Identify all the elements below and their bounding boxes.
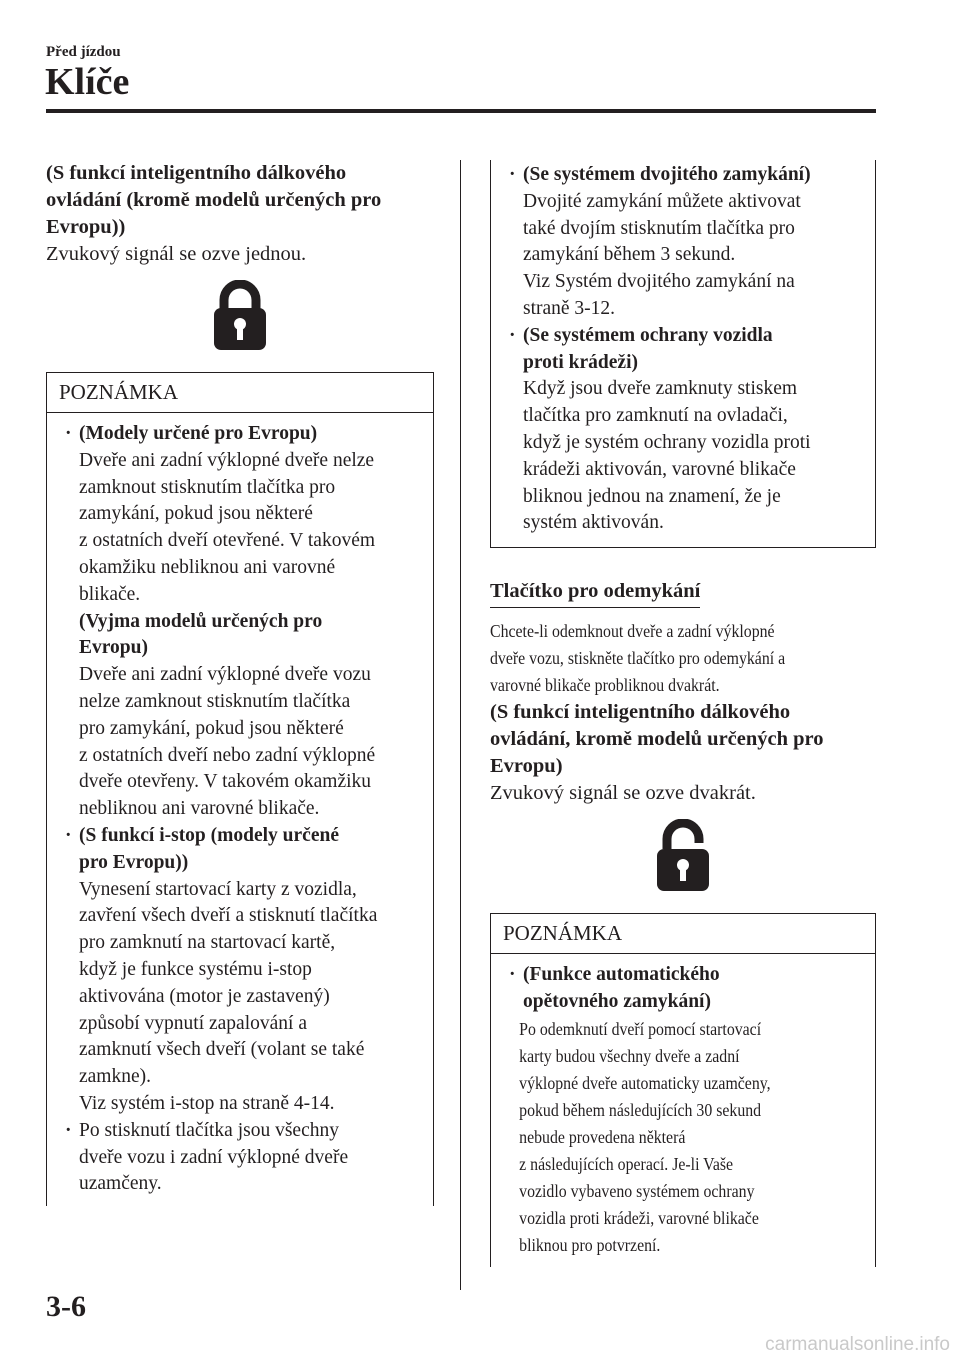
header-rule (46, 109, 876, 113)
note-line: Vynesení startovací karty z vozidla, (79, 878, 357, 900)
note-line: z ostatních dveří otevřené. V takovém (79, 530, 376, 552)
note-line: způsobí vypnutí zapalování a (79, 1012, 307, 1034)
note-line: aktivována (motor je zastavený) (79, 985, 330, 1007)
body-line: dveře vozu, stiskněte tlačítko pro odemykání a (490, 648, 786, 669)
note-line: zamknout stisknutím tlačítka pro (79, 476, 336, 498)
heading-line: Evropu)) (46, 216, 126, 238)
bullet-heading: proti krádeži) (523, 351, 639, 373)
note-line: bliknou pro potvrzení. (519, 1234, 661, 1255)
note-line: vozidla proti krádeži, varovné blikače (519, 1207, 759, 1228)
note-line: Viz systém i-stop na straně 4-14. (79, 1092, 335, 1114)
note-line: Když jsou dveře zamknuty stiskem (523, 378, 798, 400)
note-line: nebude provedena některá (519, 1126, 686, 1147)
bullet-heading: · (Se systémem ochrany vozidla (491, 323, 867, 350)
note-line: pokud během následujících 30 sekund (519, 1099, 762, 1120)
bullet-heading: · (Modely určené pro Evropu) (47, 421, 425, 448)
sub-heading: Evropu) (79, 637, 148, 659)
heading-line: Evropu) (490, 755, 563, 778)
lock-closed-icon (46, 280, 434, 350)
note-box (46, 372, 434, 1206)
bullet-heading: · (S funkcí i-stop (modely určené (47, 823, 425, 850)
note-line: vozidlo vybaveno systémem ochrany (519, 1180, 755, 1201)
note-line: z následujících operací. Je-li Vaše (519, 1153, 734, 1174)
bullet-text: · Po stisknutí tlačítka jsou všechny (47, 1118, 425, 1145)
note-line: Po odemknutí dveří pomocí startovací (519, 1018, 762, 1039)
note-line: Dveře ani zadní výklopné dveře vozu (79, 664, 371, 686)
note-line: dveře otevřeny. V takovém okamžiku (79, 771, 372, 793)
note-line: karty budou všechny dveře a zadní (519, 1045, 740, 1066)
body-line: varovné blikače probliknou dvakrát. (490, 675, 720, 696)
note-line: zamkne). (79, 1066, 152, 1088)
note-line: bliknou jednou na znamení, že je (523, 485, 781, 507)
page-title: Klíče (45, 61, 130, 103)
lock-open-icon (490, 819, 876, 891)
note-line: výklopné dveře automaticky uzamčeny, (519, 1072, 771, 1093)
note-continuation (490, 160, 876, 548)
note-line: nebliknou ani varovné blikače. (79, 798, 320, 820)
heading-line: (S funkcí inteligentního dálkového (46, 162, 347, 184)
note-line: tlačítka pro zamknutí na ovladači, (523, 405, 788, 427)
page-number: 3-6 (46, 1290, 86, 1323)
note-line: okamžiku nebliknou ani varovné (79, 556, 336, 578)
column-divider (460, 160, 461, 1290)
right-column (490, 160, 876, 1267)
sub-heading: (Vyjma modelů určených pro (79, 610, 323, 632)
note-body (491, 954, 875, 1267)
note-line: z ostatních dveří nebo zadní výklopné (79, 744, 376, 766)
heading-line: ovládání, kromě modelů určených pro (490, 728, 824, 751)
note-line: Viz Systém dvojitého zamykání na (523, 271, 795, 293)
note-line: uzamčeny. (79, 1173, 162, 1195)
note-line: blikače. (79, 583, 141, 605)
note-box (490, 913, 876, 1267)
note-line: nelze zamknout stisknutím tlačítka (79, 690, 351, 712)
note-line: když je systém ochrany vozidla proti (523, 431, 811, 453)
section-heading: Tlačítko pro odemykání (490, 578, 700, 608)
body-line: Chcete-li odemknout dveře a zadní výklopné (490, 621, 775, 642)
note-line: straně 3-12. (523, 297, 616, 319)
note-line: pro zamykání, pokud jsou některé (79, 717, 344, 739)
note-line: zamykání během 3 sekund. (523, 244, 736, 266)
bullet-heading: · (Se systémem dvojitého zamykání) (491, 162, 867, 189)
note-line: také dvojím stisknutím tlačítka pro (523, 217, 795, 239)
note-body (47, 413, 433, 1206)
bullet-heading: · (Funkce automatického (491, 962, 867, 989)
watermark: carmanualsonline.info (765, 1334, 950, 1355)
note-line: když je funkce systému i-stop (79, 958, 312, 980)
note-line: pro zamknutí na startovací kartě, (79, 932, 336, 954)
body-text: Zvukový signál se ozve jednou. (46, 243, 307, 265)
note-line: Dveře ani zadní výklopné dveře nelze (79, 449, 375, 471)
note-line: dveře vozu i zadní výklopné dveře (79, 1146, 349, 1168)
section-label: Před jízdou (46, 44, 121, 60)
note-line: Dvojité zamykání můžete aktivovat (523, 190, 801, 212)
note-line: zamknutí všech dveří (volant se také (79, 1039, 365, 1061)
note-line: zavření všech dveří a stisknutí tlačítka (79, 905, 378, 927)
note-line: zamykání, pokud jsou některé (79, 503, 313, 525)
note-line: systém aktivován. (523, 512, 664, 534)
body-text: Zvukový signál se ozve dvakrát. (490, 782, 756, 805)
bullet-heading: opětovného zamykání) (523, 990, 711, 1012)
bullet-heading: pro Evropu)) (79, 851, 189, 873)
note-title: POZNÁMKA (47, 373, 433, 413)
note-title: POZNÁMKA (491, 914, 875, 954)
heading-line: ovládání (kromě modelů určených pro (46, 189, 382, 211)
left-column (46, 160, 434, 1206)
heading-line: (S funkcí inteligentního dálkového (490, 701, 791, 724)
note-line: krádeži aktivován, varovné blikače (523, 458, 796, 480)
